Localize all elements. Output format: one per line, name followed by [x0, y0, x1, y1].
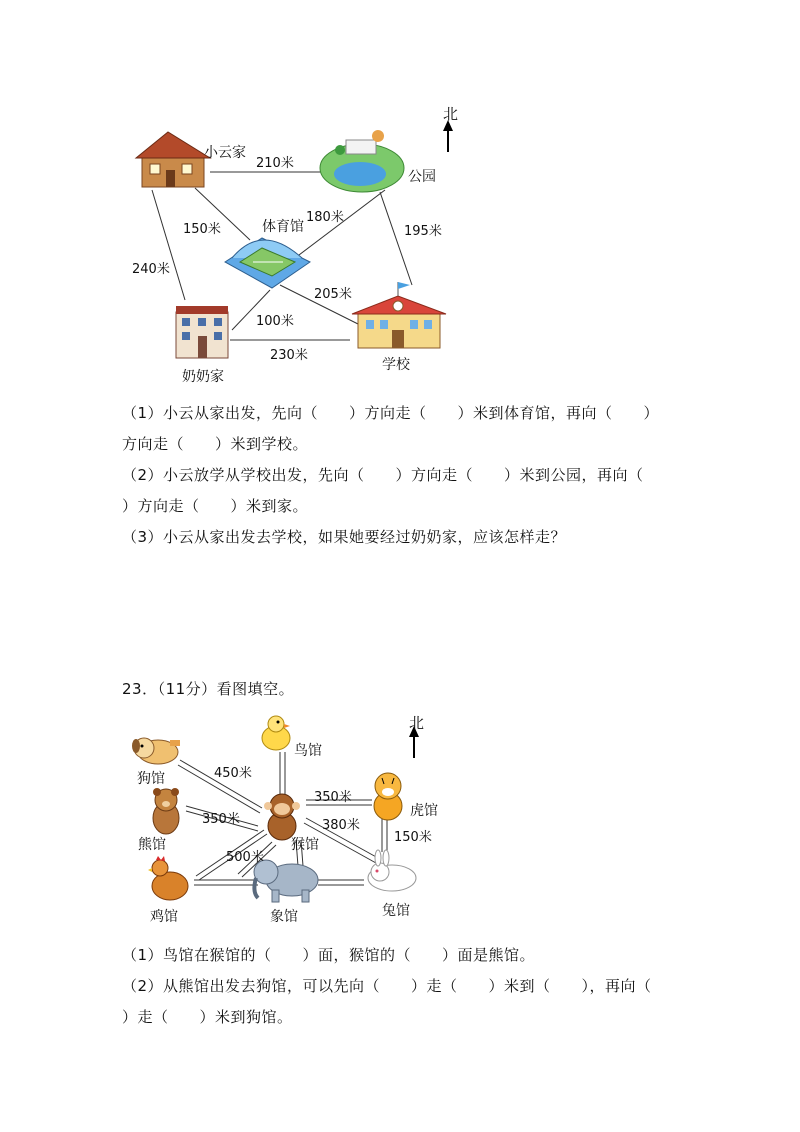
distance-label: 350米 [202, 812, 240, 827]
bird-icon [262, 716, 290, 750]
question-line: 方向走（ ）米到学校。 [122, 435, 309, 453]
place-label-rabbit: 兔馆 [382, 903, 410, 919]
place-label-home: 小云家 [204, 145, 246, 161]
question-line: ）走（ ）米到狗馆。 [122, 1008, 293, 1026]
dog-icon [132, 738, 180, 764]
question-line: ）方向走（ ）米到家。 [122, 497, 309, 515]
tiger-icon [374, 773, 402, 820]
question-line: （3）小云从家出发去学校，如果她要经过奶奶家，应该怎样走？ [122, 528, 567, 546]
north-label: 北 [409, 714, 425, 732]
distance-label: 150米 [394, 830, 432, 845]
distance-label: 100米 [256, 314, 294, 329]
distance-label: 450米 [214, 766, 252, 781]
place-label-park: 公园 [408, 169, 436, 185]
place-label-monkey: 猴馆 [291, 837, 319, 853]
distance-label: 205米 [314, 287, 352, 302]
place-label-dog: 狗馆 [137, 771, 165, 787]
rabbit-icon [368, 850, 416, 891]
place-label-tiger: 虎馆 [410, 803, 438, 819]
distance-label: 230米 [270, 348, 308, 363]
distance-label: 350米 [314, 790, 352, 805]
place-label-bear: 熊馆 [138, 837, 166, 853]
problem-heading: 23．（11分）看图填空。 [122, 680, 295, 698]
bear-icon [153, 788, 179, 834]
question-line: （1）小云从家出发，先向（ ）方向走（ ）米到体育馆，再向（ ） [122, 404, 660, 422]
distance-label: 210米 [256, 156, 294, 171]
distance-label: 180米 [306, 210, 344, 225]
place-label-chicken: 鸡馆 [150, 909, 178, 925]
distance-label: 380米 [322, 818, 360, 833]
north-label: 北 [443, 105, 459, 123]
distance-label: 150米 [183, 222, 221, 237]
place-label-elephant: 象馆 [270, 909, 298, 925]
elephant-icon [254, 860, 318, 902]
place-label-bird: 鸟馆 [294, 743, 322, 759]
question-line: （2）小云放学从学校出发，先向（ ）方向走（ ）米到公园，再向（ [122, 466, 644, 484]
place-label-grandma: 奶奶家 [182, 369, 224, 385]
question-line: （1）鸟馆在猴馆的（ ）面，猴馆的（ ）面是熊馆。 [122, 946, 536, 964]
place-label-gym: 体育馆 [262, 219, 304, 235]
distance-label: 240米 [132, 262, 170, 277]
chicken-icon [148, 856, 188, 900]
place-label-school: 学校 [382, 357, 410, 373]
distance-label: 195米 [404, 224, 442, 239]
question-line: （2）从熊馆出发去狗馆，可以先向（ ）走（ ）米到（ ），再向（ [122, 977, 652, 995]
distance-label: 500米 [226, 850, 264, 865]
